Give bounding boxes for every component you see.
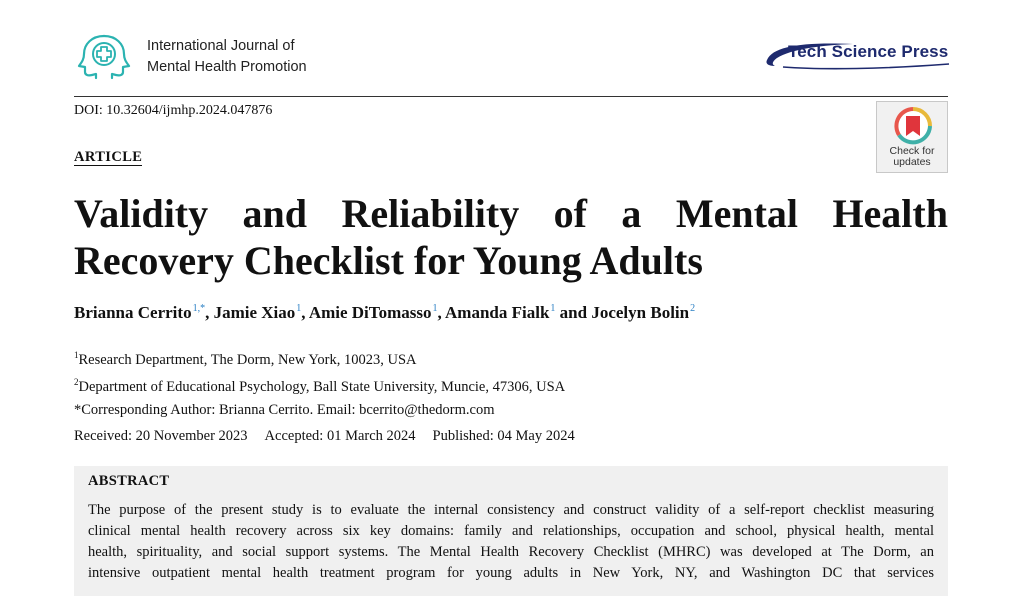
check-for-updates-label: Check for updates [889, 145, 935, 168]
author-separator: , [205, 303, 214, 322]
article-type: ARTICLE [74, 149, 143, 165]
author-name: Jamie Xiao [213, 303, 296, 322]
paper-title-line1: Validity and Reliability of a Mental Health [74, 191, 948, 236]
affiliation-2 [74, 377, 565, 396]
journal-name-line1: International Journal of [147, 38, 295, 54]
author-affiliation-marker[interactable]: 1 [296, 303, 302, 314]
affiliation-text: Research Department, The Dorm, New York, 10023, USA [78, 352, 417, 368]
abstract-body [88, 500, 934, 584]
journal-logo-icon [74, 32, 134, 80]
author-separator: and [555, 303, 592, 322]
paper-title [74, 190, 948, 284]
author-affiliation-marker[interactable]: 2 [690, 303, 696, 314]
author-affiliation-marker[interactable]: 1 [432, 303, 438, 314]
author-name: Jocelyn Bolin [591, 303, 690, 322]
affiliation-1 [74, 350, 417, 369]
received-date: Received: 20 November 2023 [74, 428, 248, 444]
publisher-name: Tech Science Press [788, 42, 949, 61]
author-name: Amanda Fialk [445, 303, 550, 322]
author-name: Brianna Cerrito [74, 303, 192, 322]
affiliation-text: Department of Educational Psychology, Ball State University, Muncie, 47306, USA [78, 379, 566, 395]
author-list [74, 303, 695, 323]
journal-name [147, 36, 307, 78]
header-divider [74, 96, 948, 97]
author-separator: , [437, 303, 446, 322]
published-date: Published: 04 May 2024 [432, 428, 575, 444]
abstract-line: intensive outpatient mental health treatment program for young adults in New York, NY, and Washington DC that services [88, 565, 934, 581]
abstract-heading: ABSTRACT [88, 473, 170, 489]
author-affiliation-marker[interactable]: 1 [550, 303, 556, 314]
affiliation-number: 2 [74, 377, 79, 387]
check-for-updates-badge[interactable] [876, 101, 948, 173]
author-separator: , [301, 303, 309, 322]
corresponding-author: *Corresponding Author: Brianna Cerrito. Email: bcerrito@thedorm.com [74, 402, 495, 418]
publication-dates [74, 428, 592, 445]
abstract-line: health, spirituality, and social support systems. The Mental Health Recovery Checklist (MHRC) was developed at The Dorm, an [88, 544, 934, 560]
author-name: Amie DiTomasso [308, 303, 432, 322]
bookmark-icon [894, 107, 932, 145]
abstract-line: clinical mental health recovery across six key domains: family and relationships, occupation and school, physical health, mental [88, 523, 934, 539]
affiliation-number: 1 [74, 350, 79, 360]
accepted-date: Accepted: 01 March 2024 [264, 428, 416, 444]
journal-name-line2: Mental Health Promotion [147, 59, 307, 75]
doi[interactable]: DOI: 10.32604/ijmhp.2024.047876 [74, 103, 273, 118]
abstract-line: The purpose of the present study is to evaluate the internal consistency and construct validity of a self-report checklist measuring [88, 502, 934, 518]
paper-title-line2: Recovery Checklist for Young Adults [74, 238, 703, 283]
author-affiliation-marker[interactable]: 1,* [192, 303, 206, 314]
